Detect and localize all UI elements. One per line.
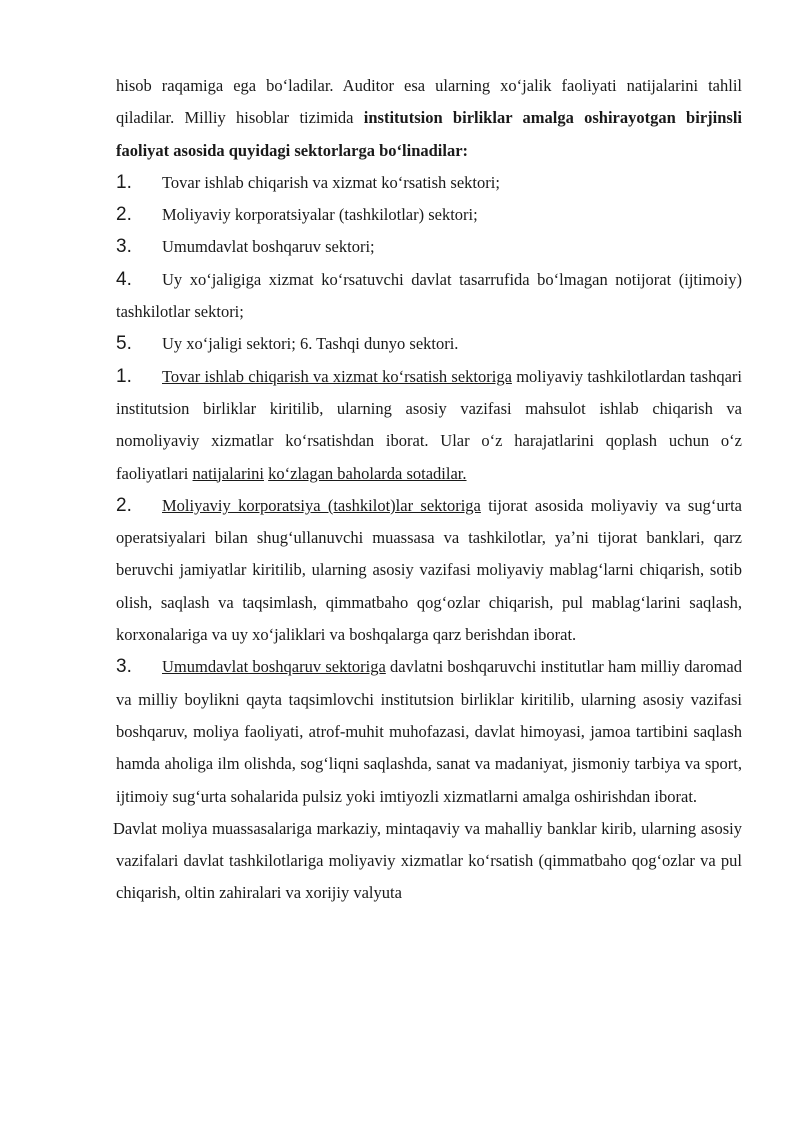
section-1-paragraph (116, 361, 742, 490)
section-1-text: moliyaviy tashkilotlardan tashqari institutsion birliklar kiritilib, ularning asosiy vazifasi mahsulot ishlab chiqarish va nomoliyaviy xizmatlar koʻrsatishdan iborat. Ular oʻz harajatlarini qoplash uchun oʻz faoliyatlari (116, 366, 742, 483)
intro-text: hisob raqamiga ega boʻladilar. Auditor esa ularning xoʻjalik faoliyati natijalarini tahlil qiladilar. Milliy hisoblar tizimida (116, 76, 742, 128)
list-number: 3. (116, 236, 132, 258)
section-1-number: 1. (116, 365, 132, 387)
section-3-paragraph (116, 651, 742, 812)
list-text: Uy xoʻjaligi sektori; 6. Tashqi dunyo sektori. (162, 334, 459, 354)
section-2-heading: Moliyaviy korporatsiya (tashkilot)lar sektoriga (162, 495, 481, 515)
list-text: Moliyaviy korporatsiyalar (tashkilotlar) sektori; (162, 205, 478, 225)
list-item (116, 328, 742, 360)
section-3-heading: Umumdavlat boshqaruv sektoriga (162, 657, 386, 677)
list-number: 2. (116, 204, 132, 226)
list-text: Tovar ishlab chiqarish va xizmat koʻrsatish sektori; (162, 172, 500, 192)
section-3-number: 3. (116, 656, 132, 678)
list-number: 4. (116, 268, 132, 290)
section-2-number: 2. (116, 494, 132, 516)
list-number: 5. (116, 333, 132, 355)
intro-bold-text: institutsion birliklar amalga oshirayotgan birjinsli faoliyat asosida quyidagi sektorlarga boʻlinadilar: (116, 108, 742, 160)
list-number: 1. (116, 171, 132, 193)
closing-paragraph: Davlat moliya muassasalariga markaziy, mintaqaviy va mahalliy banklar kirib, ularning asosiy vazifalari davlat tashkilotlariga moliyaviy xizmatlar koʻrsatish (qimmatbaho qogʻozlar va pul chiqarish, oltin zahiralari va xorijiy valyuta (113, 818, 742, 903)
section-2-text: tijorat asosida moliyaviy va sugʻurta operatsiyalari bilan shugʻullanuvchi muassasa va tashkilotlar, yaʼni tijorat banklari, qarz beruvchi jamiyatlar kiritilib, ularning asosiy vazifasi moliyaviy mablagʻlarni chiqarish, sotib olish, saqlash va taqsimlash, qimmatbaho qogʻozlar chiqarish, pul mablagʻlarini saqlash, korxonalariga va uy xoʻjaliklari va boshqalarga qarz berishdan iborat. (116, 495, 743, 645)
section-1-underlined-end: koʻzlagan baholarda sotadilar. (268, 463, 467, 483)
intro-paragraph (116, 70, 742, 167)
section-3-text: davlatni boshqaruvchi institutlar ham milliy daromad va milliy boylikni qayta taqsimlovchi institutsion birliklar kiritilib, ularning asosiy vazifasi boshqaruv, moliya faoliyati, atrof-muhit muhofazasi, davlat himoyasi, jamoa tartibini saqlash hamda aholiga ilm olishda, sogʻliqni saqlashda, sanat va madaniyat, jismoniy tarbiya va sport, ijtimoiy sugʻurta sohalarida pulsiz yoki imtiyozli xizmatlarni amalga oshirishdan iborat. (116, 657, 742, 806)
list-text: Uy xoʻjaligiga xizmat koʻrsatuvchi davlat tasarrufida boʻlmagan notijorat (ijtimoiy) tashkilotlar sektori; (116, 269, 742, 322)
list-item (116, 231, 742, 263)
document-page (113, 70, 743, 910)
list-text: Umumdavlat boshqaruv sektori; (162, 237, 375, 257)
section-1-heading: Tovar ishlab chiqarish va xizmat koʻrsatish sektoriga (162, 366, 512, 386)
list-item (116, 167, 742, 199)
section-1-underlined-word: natijalarini (192, 463, 264, 483)
section-2-paragraph (116, 490, 742, 651)
list-item (116, 264, 742, 329)
list-item (116, 199, 742, 231)
